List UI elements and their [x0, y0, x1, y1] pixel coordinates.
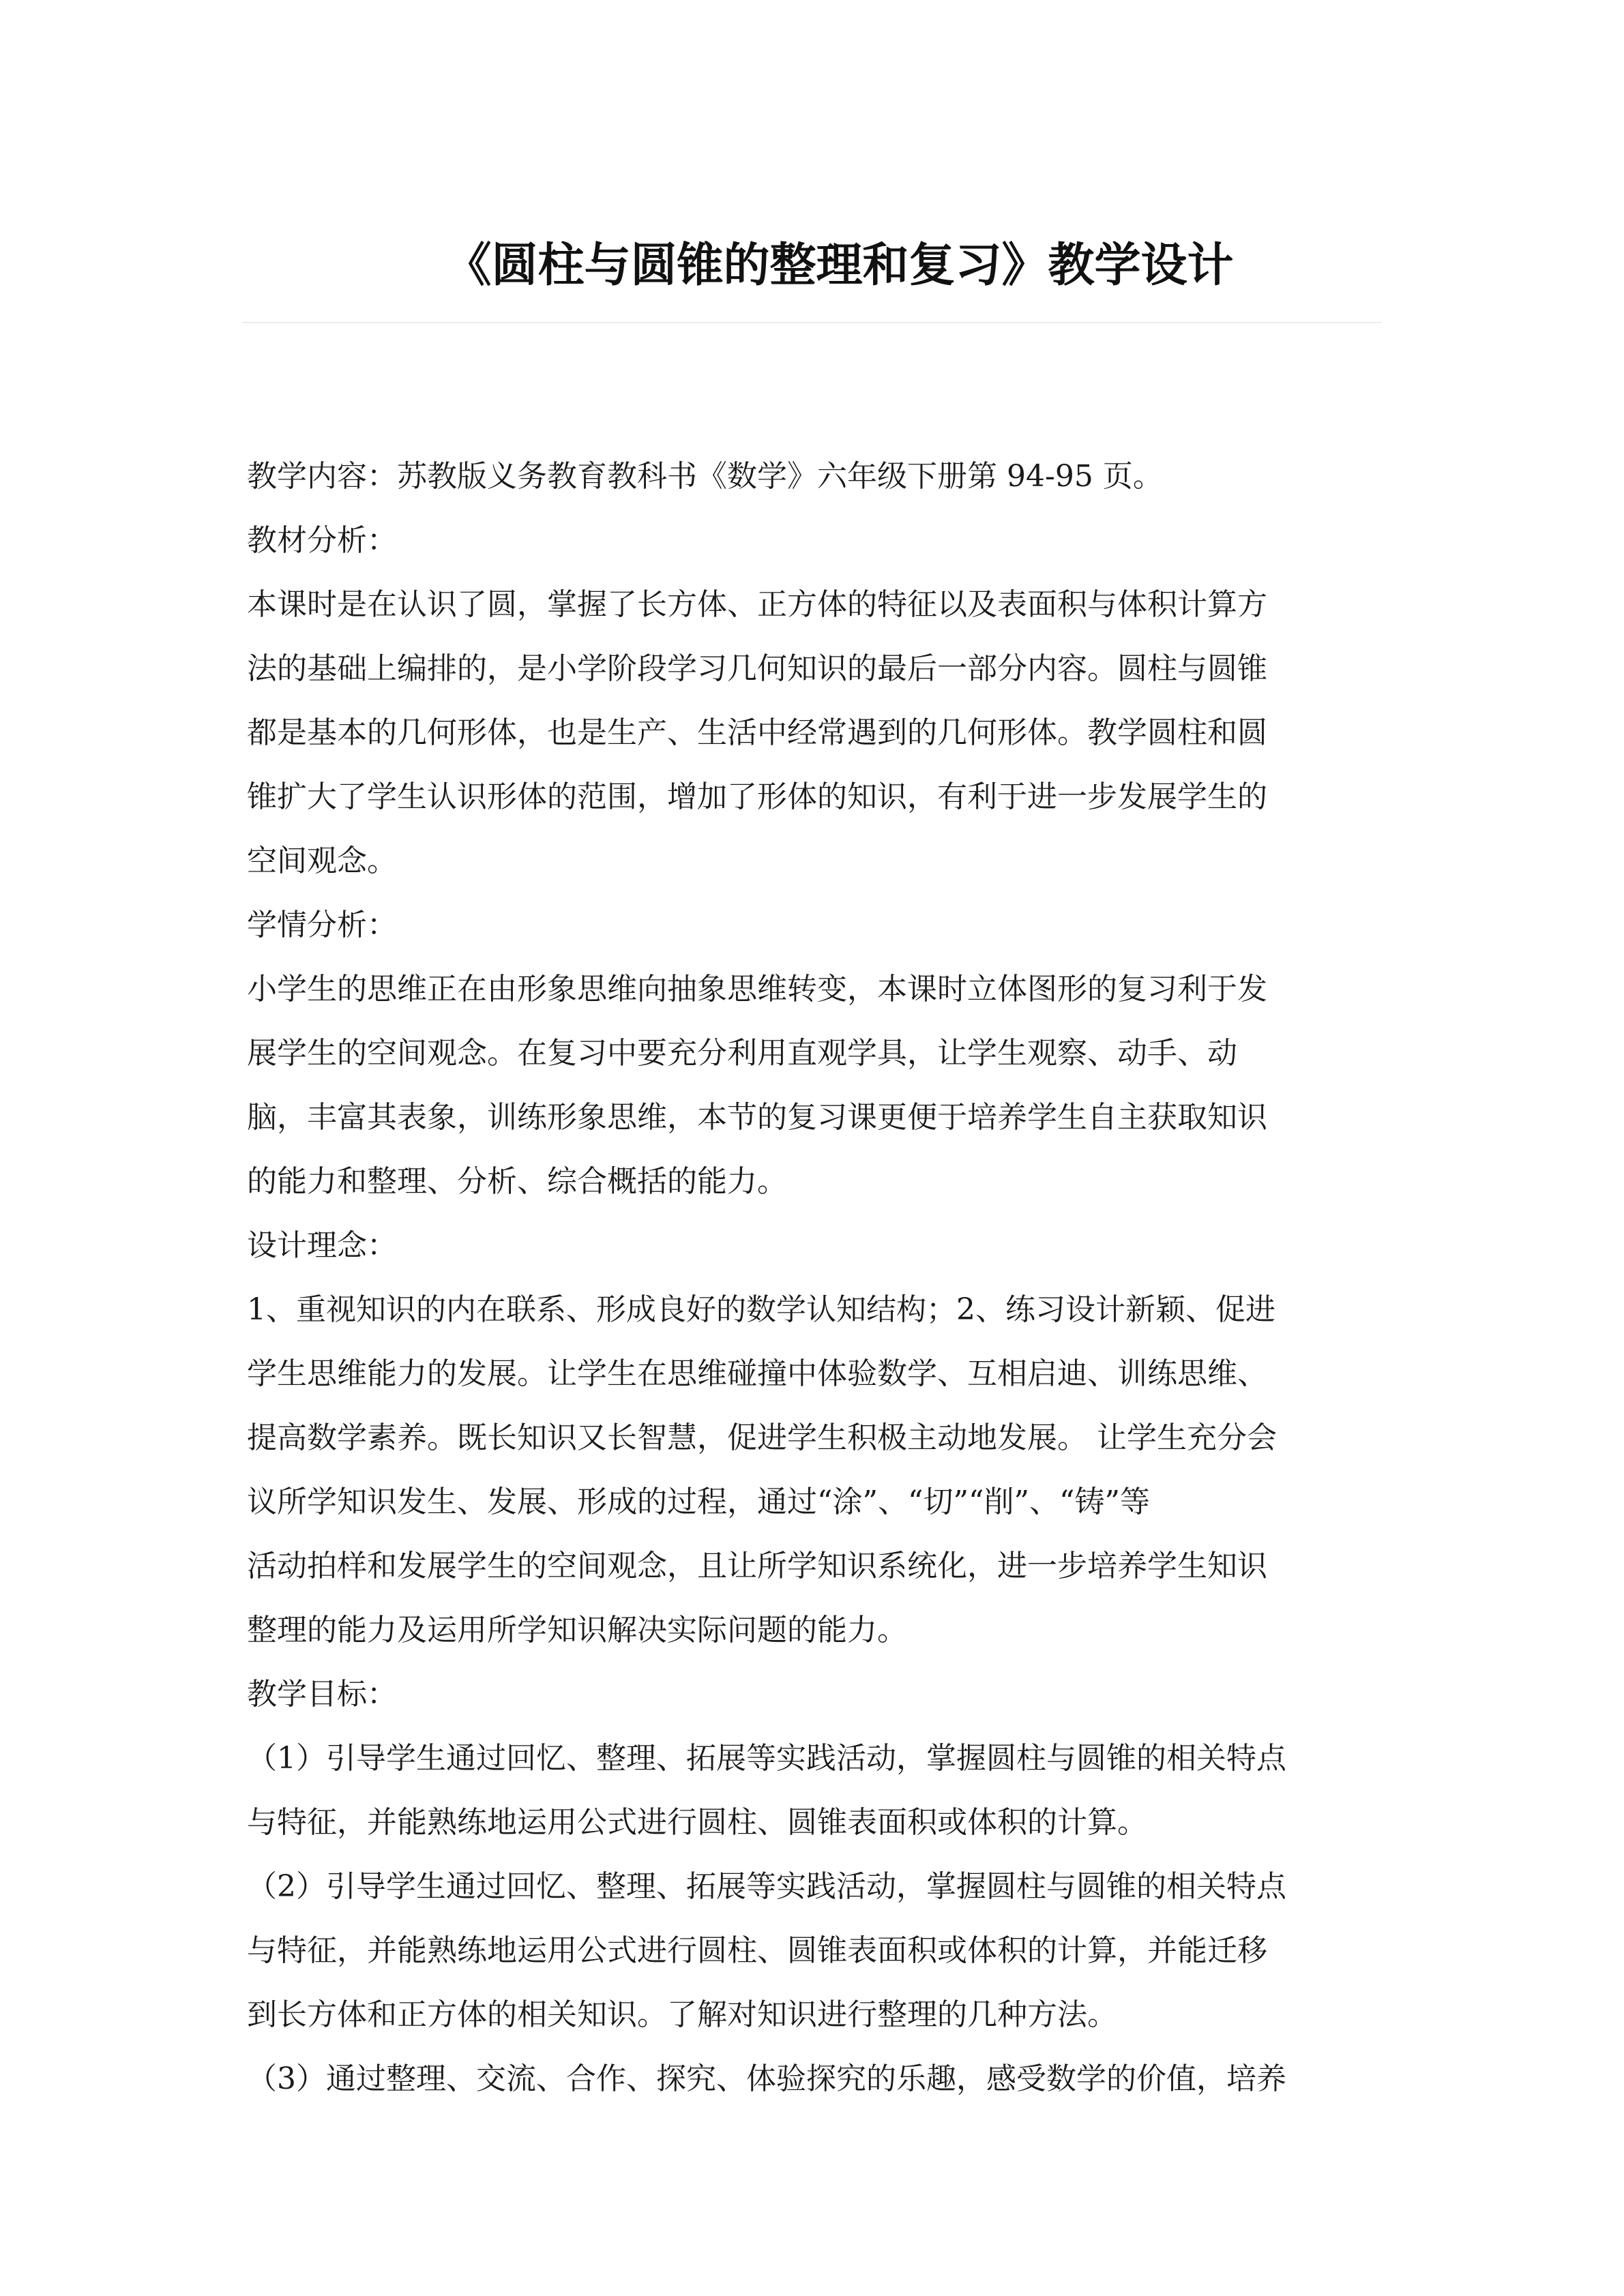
- paragraph-line: 与特征，并能熟练地运用公式进行圆柱、圆锥表面积或体积的计算。: [247, 1805, 1147, 1840]
- section-heading: 教学目标：: [247, 1677, 397, 1712]
- paragraph-line: 展学生的空间观念。在复习中要充分利用直观学具，让学生观察、动手、动: [247, 1036, 1237, 1071]
- paragraph-line: 提高数学素养。既长知识又长智慧，促进学生积极主动地发展。 让学生充分会: [247, 1420, 1277, 1455]
- document-title: 《圆柱与圆锥的整理和复习》教学设计: [445, 239, 1234, 293]
- paragraph-line: 与特征，并能熟练地运用公式进行圆柱、圆锥表面积或体积的计算，并能迁移: [247, 1933, 1267, 1968]
- section-heading: 设计理念：: [247, 1228, 397, 1263]
- paragraph-line: （3）通过整理、交流、合作、探究、体验探究的乐趣，感受数学的价值，培养: [247, 2061, 1286, 2096]
- paragraph-line: 锥扩大了学生认识形体的范围，增加了形体的知识，有利于进一步发展学生的: [247, 779, 1267, 814]
- paragraph-line: 本课时是在认识了圆，掌握了长方体、正方体的特征以及表面积与体积计算方: [247, 587, 1267, 622]
- document-body: [247, 445, 1379, 2111]
- paragraph-line: （1）引导学生通过回忆、整理、拓展等实践活动，掌握圆柱与圆锥的相关特点: [247, 1741, 1286, 1776]
- paragraph-line: （2）引导学生通过回忆、整理、拓展等实践活动，掌握圆柱与圆锥的相关特点: [247, 1869, 1286, 1904]
- paragraph-line: 学生思维能力的发展。让学生在思维碰撞中体验数学、互相启迪、训练思维、: [247, 1356, 1267, 1391]
- paragraph-line: 活动拍样和发展学生的空间观念，且让所学知识系统化，进一步培养学生知识: [247, 1549, 1267, 1583]
- paragraph-line: 脑，丰富其表象，训练形象思维，本节的复习课更便于培养学生自主获取知识: [247, 1100, 1267, 1135]
- paragraph-line: 1、重视知识的内在联系、形成良好的数学认知结构；2、练习设计新颖、促进: [247, 1292, 1275, 1327]
- paragraph-line: 的能力和整理、分析、综合概括的能力。: [247, 1164, 787, 1199]
- paragraph-line: 法的基础上编排的，是小学阶段学习几何知识的最后一部分内容。圆柱与圆锥: [247, 651, 1267, 686]
- section-heading: 学情分析：: [247, 908, 397, 942]
- title-divider: [242, 322, 1381, 323]
- paragraph-line: 到长方体和正方体的相关知识。了解对知识进行整理的几种方法。: [247, 1997, 1117, 2032]
- paragraph-line: 都是基本的几何形体，也是生产、生活中经常遇到的几何形体。教学圆柱和圆: [247, 715, 1267, 750]
- section-heading: 教材分析：: [247, 523, 397, 558]
- paragraph-line: 议所学知识发生、发展、形成的过程，通过“涂”、“切”“削”、“铸”等: [247, 1485, 1150, 1519]
- paragraph-line: 教学内容：苏教版义务教育教科书《数学》六年级下册第 94-95 页。: [247, 459, 1163, 494]
- paragraph-line: 整理的能力及运用所学知识解决实际问题的能力。: [247, 1613, 907, 1648]
- paragraph-line: 空间观念。: [247, 844, 397, 878]
- paragraph-line: 小学生的思维正在由形象思维向抽象思维转变，本课时立体图形的复习利于发: [247, 972, 1267, 1007]
